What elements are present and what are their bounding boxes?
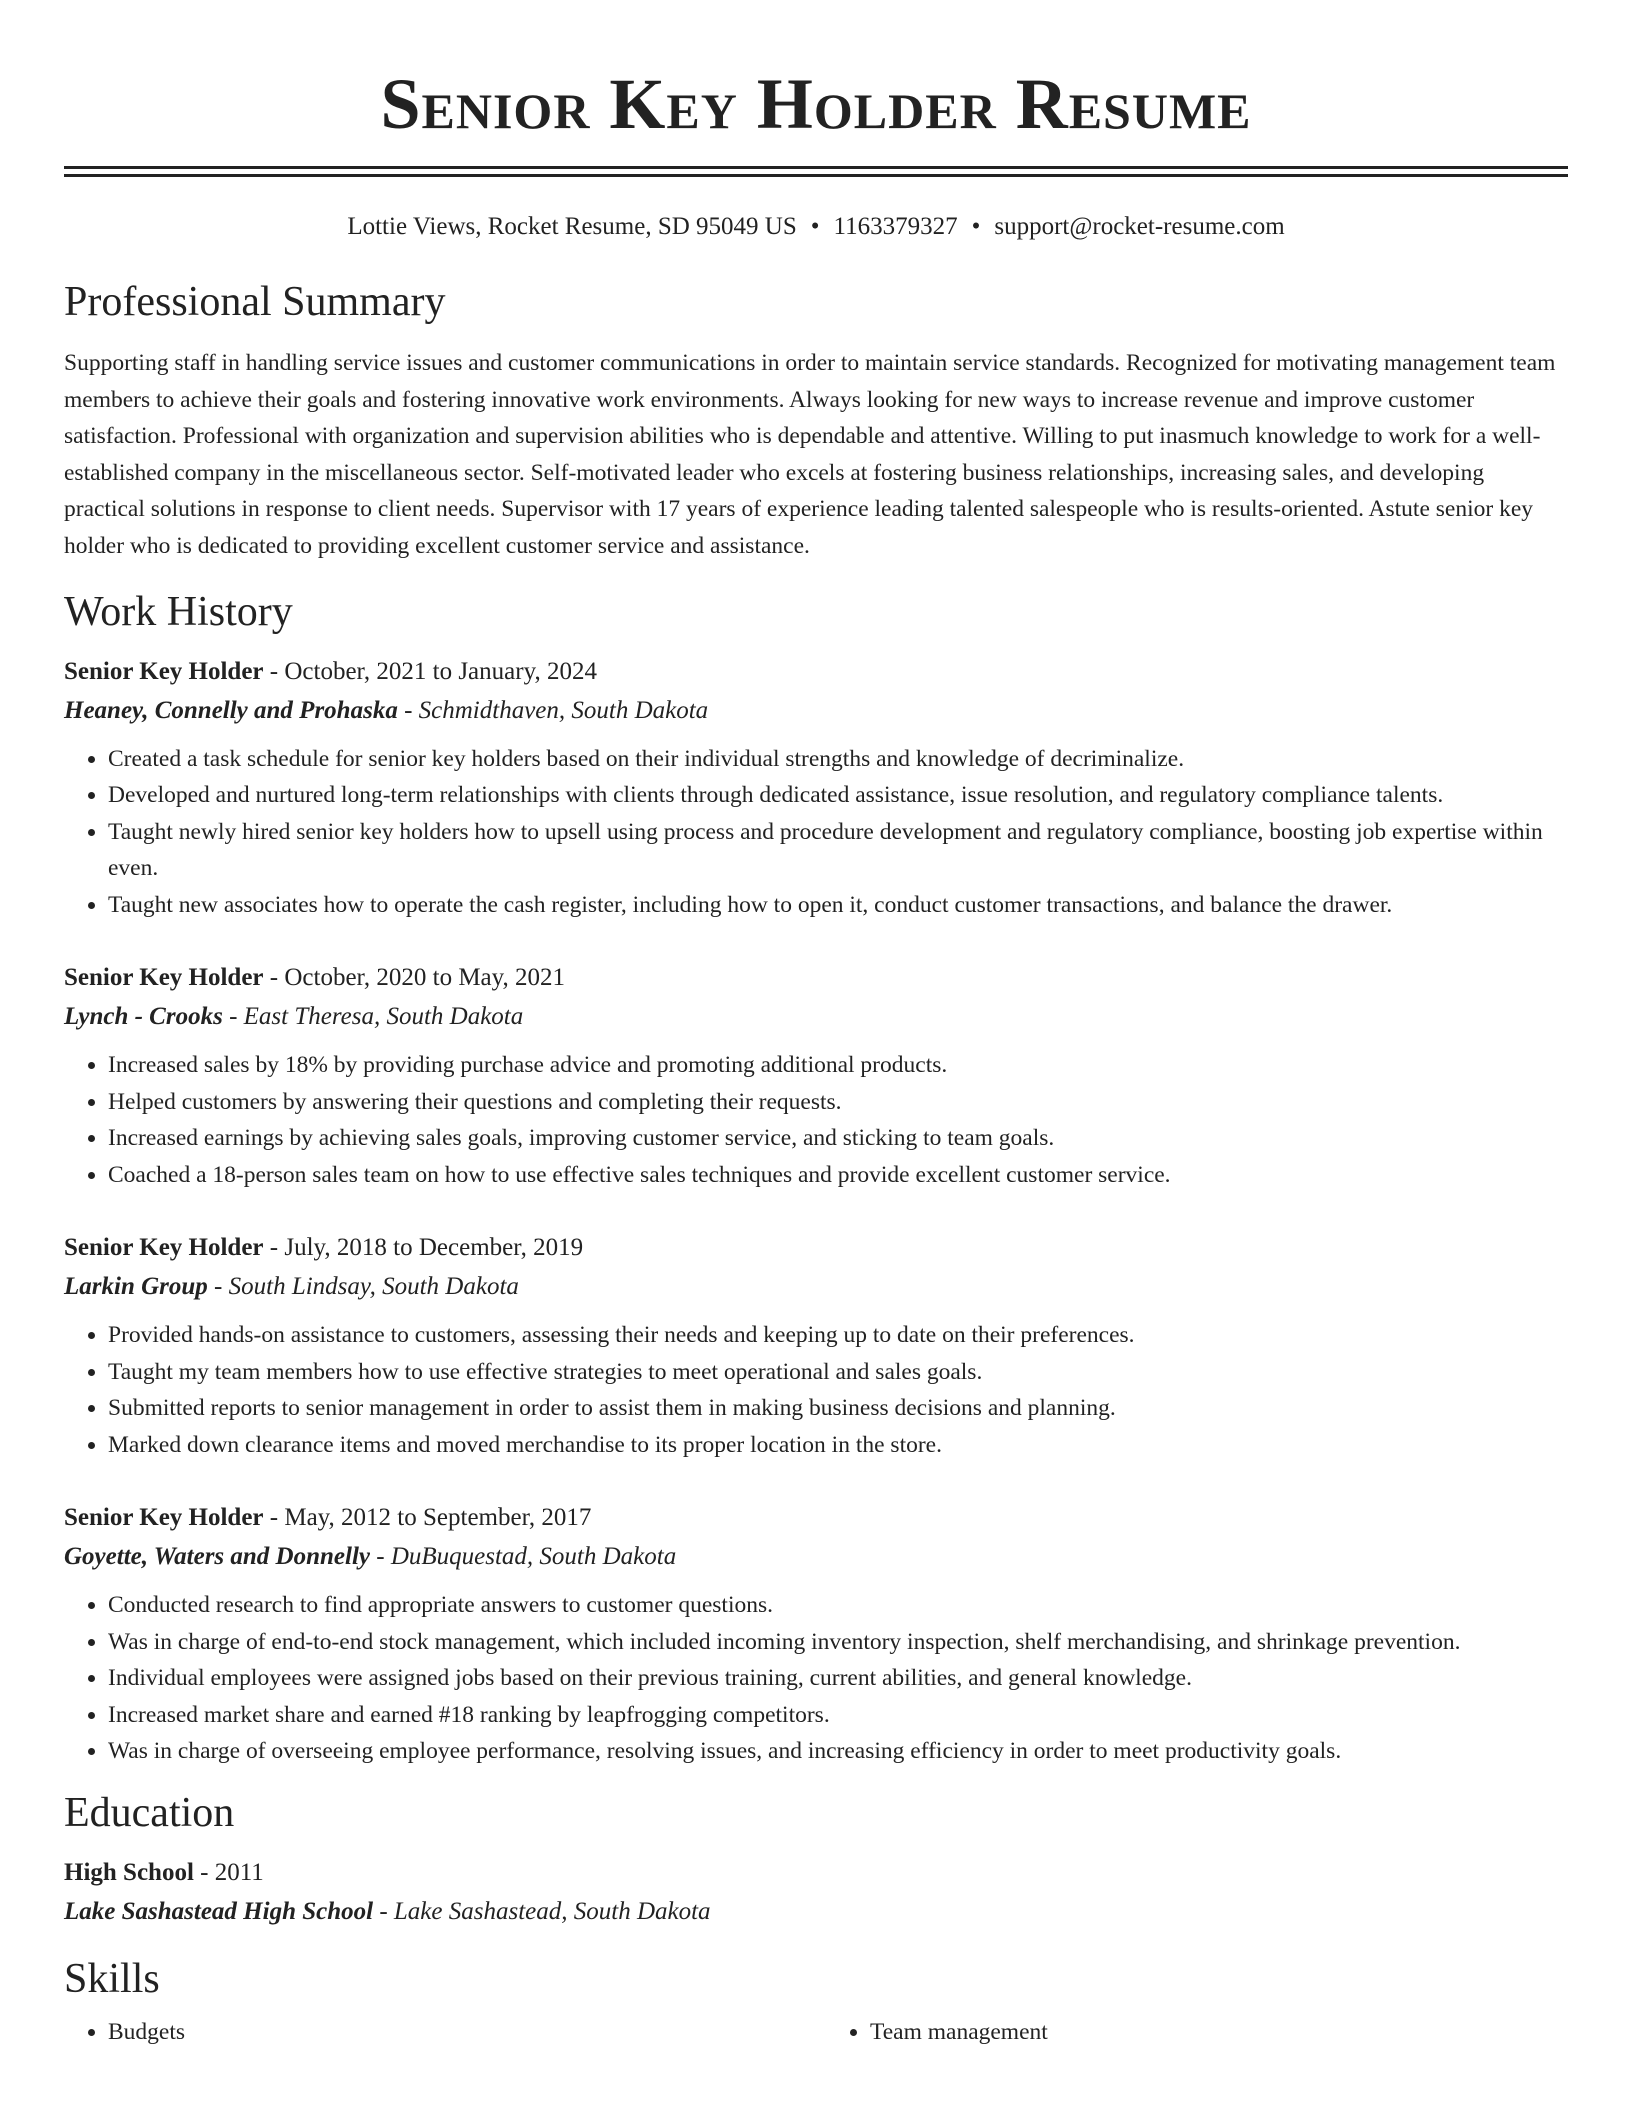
school-line — [64, 1892, 1568, 1932]
job-entry — [64, 959, 1568, 1193]
job-role: Senior Key Holder — [64, 1504, 264, 1532]
school-location: - Lake Sashastead, South Dakota — [373, 1897, 711, 1925]
employer-location: - Schmidthaven, South Dakota — [397, 696, 709, 724]
job-bullet: • Increased earnings by achieving sales goals, improving customer service, and sticking to team goals. — [108, 1120, 1568, 1157]
resume-title: Senior Key Holder Resume — [380, 64, 1252, 144]
school-name: Lake Sashastead High School — [64, 1897, 374, 1925]
summary-section — [64, 277, 1568, 565]
skills-grid — [64, 2014, 1568, 2050]
job-entry — [64, 1229, 1568, 1463]
skills-section — [64, 1954, 1568, 2050]
job-bullet: • Increased sales by 18% by providing purchase advice and promoting additional products. — [108, 1047, 1568, 1084]
job-title-line — [64, 1229, 1568, 1267]
job-bullet: • Taught my team members how to use effective strategies to meet operational and sales goals. — [108, 1354, 1568, 1391]
job-bullet: • Marked down clearance items and moved merchandise to its proper location in the store. — [108, 1427, 1568, 1464]
job-title-line — [64, 1499, 1568, 1537]
job-bullet: • Provided hands-on assistance to customers, assessing their needs and keeping up to date on their preferences. — [108, 1317, 1568, 1354]
title-divider — [64, 166, 1568, 177]
contact-address: Lottie Views, Rocket Resume, SD 95049 US — [347, 213, 797, 240]
skills-column-left — [64, 2014, 806, 2050]
skill-item: • Budgets — [108, 2014, 806, 2050]
job-dates: - May, 2012 to September, 2017 — [263, 1504, 592, 1532]
summary-text: Supporting staff in handling service issues and customer communications in order to maintain service standards. Recognized for motivating management team members to achieve their goals and fostering innovative work environments. Always looking for new ways to increase revenue and improve customer satisfaction. Professional with organization and supervision abilities who is dependable and attentive. Willing to put inasmuch knowledge to work for a well-established company in the miscellaneous sector. Self-motivated leader who excels at fostering business relationships, increasing sales, and developing practical solutions in response to client needs. Supervisor with 17 years of experience leading talented salespeople who is results-oriented. Astute senior key holder who is dedicated to providing excellent customer service and assistance. — [64, 350, 1556, 559]
skills-column-right — [826, 2014, 1568, 2050]
skill-item: • Team management — [870, 2014, 1568, 2050]
job-dates: - July, 2018 to December, 2019 — [263, 1234, 584, 1262]
job-bullet: • Was in charge of overseeing employee performance, resolving issues, and increasing efficiency in order to meet productivity goals. — [108, 1733, 1568, 1770]
education-section — [64, 1788, 1568, 1932]
employer-line — [64, 691, 1568, 731]
work-history-heading: Work History — [64, 588, 293, 635]
work-history-section — [64, 587, 1568, 1770]
summary-heading: Professional Summary — [64, 279, 446, 325]
contact-email: support@rocket-resume.com — [994, 213, 1285, 240]
job-bullet: • Coached a 18-person sales team on how to use effective sales techniques and provide excellent customer service. — [108, 1157, 1568, 1194]
job-bullets — [64, 1317, 1568, 1463]
contact-line — [64, 211, 1568, 243]
graduation-year: - 2011 — [193, 1858, 264, 1886]
degree-line — [64, 1854, 1568, 1892]
job-role: Senior Key Holder — [64, 657, 264, 685]
job-bullet: • Was in charge of end-to-end stock management, which included incoming inventory inspection, shelf merchandising, and shrinkage prevention. — [108, 1624, 1568, 1661]
job-bullets — [64, 741, 1568, 924]
job-dates: - October, 2021 to January, 2024 — [263, 657, 597, 685]
contact-separator: • — [971, 213, 981, 240]
skills-heading: Skills — [64, 1955, 160, 2002]
education-heading: Education — [64, 1789, 235, 1836]
employer-location: - South Lindsay, South Dakota — [207, 1273, 519, 1301]
job-entry — [64, 1499, 1568, 1770]
employer-name: Goyette, Waters and Donnelly — [64, 1543, 371, 1571]
job-bullet: • Taught new associates how to operate the cash register, including how to open it, conduct customer transactions, and balance the drawer. — [108, 887, 1568, 924]
job-bullet: • Created a task schedule for senior key holders based on their individual strengths and knowledge of decriminalize. — [108, 741, 1568, 778]
job-bullet: • Developed and nurtured long-term relationships with clients through dedicated assistance, issue resolution, and regulatory compliance talents. — [108, 777, 1568, 814]
employer-line — [64, 997, 1568, 1037]
employer-location: - DuBuquestad, South Dakota — [370, 1543, 677, 1571]
job-bullets — [64, 1047, 1568, 1193]
job-title-line — [64, 959, 1568, 997]
job-bullet: • Increased market share and earned #18 ranking by leapfrogging competitors. — [108, 1697, 1568, 1734]
job-role: Senior Key Holder — [64, 964, 264, 992]
employer-name: Lynch - Crooks — [64, 1003, 223, 1031]
employer-line — [64, 1267, 1568, 1307]
job-dates: - October, 2020 to May, 2021 — [263, 964, 566, 992]
job-bullet: • Conducted research to find appropriate answers to customer questions. — [108, 1587, 1568, 1624]
resume-page — [64, 0, 1568, 2050]
employer-location: - East Theresa, South Dakota — [222, 1003, 524, 1031]
job-bullet: • Helped customers by answering their questions and completing their requests. — [108, 1084, 1568, 1121]
contact-phone: 1163379327 — [833, 213, 958, 240]
job-title-line — [64, 653, 1568, 691]
job-bullets — [64, 1587, 1568, 1770]
education-entry — [64, 1854, 1568, 1932]
contact-separator: • — [810, 213, 820, 240]
job-bullet: • Taught newly hired senior key holders how to upsell using process and procedure development and regulatory compliance, boosting job expertise within even. — [108, 814, 1568, 887]
job-role: Senior Key Holder — [64, 1234, 264, 1262]
employer-name: Heaney, Connelly and Prohaska — [64, 696, 398, 724]
job-bullet: • Individual employees were assigned jobs based on their previous training, current abilities, and general knowledge. — [108, 1660, 1568, 1697]
employer-name: Larkin Group — [64, 1273, 208, 1301]
degree-name: High School — [64, 1858, 194, 1886]
job-bullet: • Submitted reports to senior management in order to assist them in making business decisions and planning. — [108, 1390, 1568, 1427]
job-entry — [64, 653, 1568, 924]
employer-line — [64, 1537, 1568, 1577]
